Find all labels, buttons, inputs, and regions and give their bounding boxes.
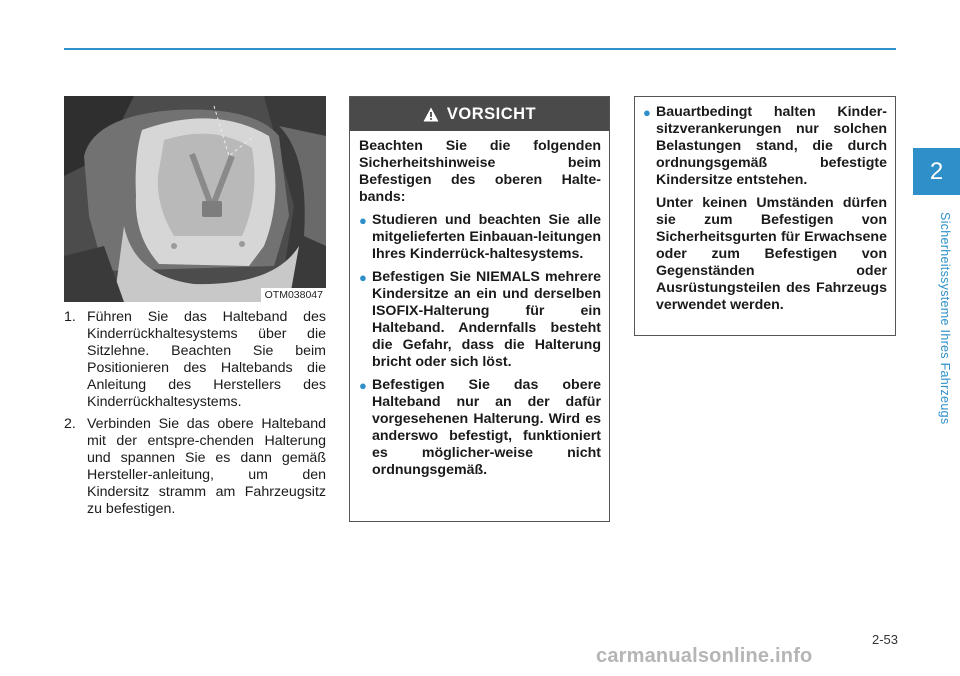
warning-triangle-icon <box>423 107 439 122</box>
bullet-dot-icon: ● <box>359 213 367 228</box>
watermark: carmanualsonline.info <box>596 645 813 667</box>
header-rule <box>64 48 896 50</box>
caution-content <box>350 131 609 479</box>
step-text: Führen Sie das Halteband des Kinderrückhaltesystems über die Sitzlehne. Beachten Sie beim Positionieren des Haltebands die Anleitung des Herstellers des Kinderrückhaltesystems. <box>87 309 326 410</box>
caution-bullet <box>643 104 887 189</box>
step-item <box>64 416 326 518</box>
caution-header <box>350 97 609 131</box>
bullet-dot-icon: ● <box>359 378 367 393</box>
step-item <box>64 309 326 411</box>
bullet-text: Studieren und beachten Sie alle mitgelieferten Einbauan-leitungen Ihres Kinderrück-haltesystems. <box>372 212 601 262</box>
child-seat-photo <box>64 96 326 302</box>
chapter-title: Sicherheitssysteme Ihres Fahrzeugs <box>938 212 952 425</box>
caution-bullet <box>359 212 601 263</box>
bullet-text: Befestigen Sie das obere Halteband nur an der dafür vorgesehenen Halterung. Wird es anderswo befestigt, funktioniert es möglicher-weise nicht ordnungsgemäß. <box>372 377 601 478</box>
caution-continued-box <box>634 96 896 336</box>
bullet-dot-icon: ● <box>359 270 367 285</box>
caution-box <box>349 96 610 522</box>
caution-paragraph: Unter keinen Umständen dürfen sie zum Befestigen von Sicherheitsgurten für Erwachsene oder zum Befestigen von Gegenständen oder Ausrüstungsteilen des Fahrzeugs verwendet werden. <box>656 195 887 313</box>
instruction-steps <box>64 309 326 523</box>
step-text: Verbinden Sie das obere Halteband mit der entspre-chenden Halterung und spannen Sie es dann gemäß Hersteller-anleitung, um den Kindersitz stramm am Fahrzeugsitz zu befestigen. <box>87 416 326 517</box>
caution-intro: Beachten Sie die folgenden Sicherheitshinweise beim Befestigen des oberen Halte-bands: <box>359 138 601 205</box>
step-number: 1. <box>64 309 76 325</box>
chapter-number: 2 <box>929 157 944 185</box>
bullet-text: Bauartbedingt halten Kinder-sitzverankerungen nur solchen Belastungen stand, die durch ordnungsgemäß befestigte Kindersitze entstehen. <box>656 104 887 188</box>
caution-bullet <box>359 377 601 479</box>
figure-code: OTM038047 <box>261 288 326 302</box>
bullet-text: Befestigen Sie NIEMALS mehrere Kindersitze an ein und derselben ISOFIX-Halterung für ein Halteband. Andernfalls besteht die Gefahr, dass die Halterung bricht oder sich löst. <box>372 269 601 370</box>
bullet-dot-icon: ● <box>643 105 651 120</box>
child-seat-illustration <box>64 96 326 302</box>
page-number: 2-53 <box>871 632 898 647</box>
caution-bullet <box>359 269 601 371</box>
chapter-tab <box>913 148 960 195</box>
caution-title: VORSICHT <box>446 104 537 123</box>
step-number: 2. <box>64 416 76 432</box>
